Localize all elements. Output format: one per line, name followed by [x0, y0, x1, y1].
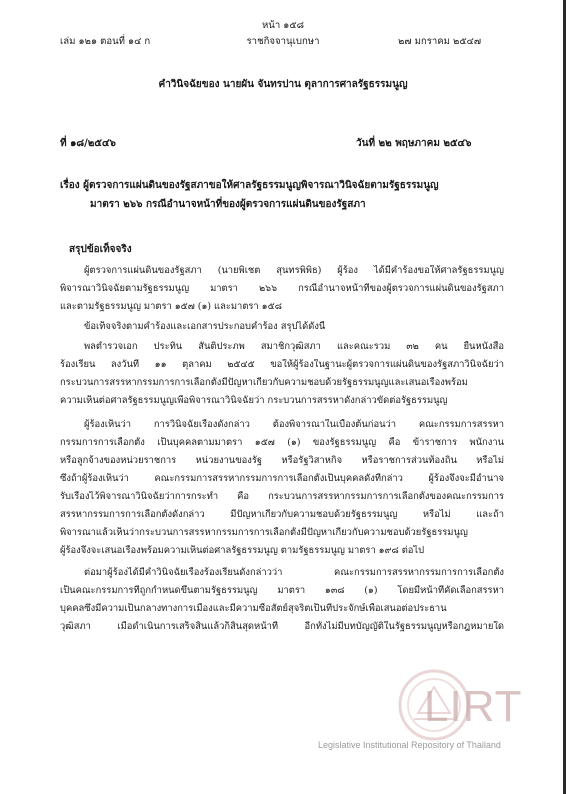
case-number: ที่ ๑๘/๒๕๔๖: [60, 138, 116, 149]
gazette-date: ๒๗ มกราคม ๒๕๔๗: [398, 36, 482, 47]
section-heading: สรุปข้อเท็จจริง: [69, 244, 132, 255]
body-line: หรือลูกจ้างของหน่วยราชการ หน่วยงานของรัฐ หรือรัฐวิสาหกิจ หรือราชการส่วนท้องถิ่น หรือไม่: [60, 455, 504, 466]
body-line: วุฒิสภา เมื่อดำเนินการเสร็จสิ้นแล้วก็สิ้นสุดหน้าที่ อีกทั้งไม่มีบทบัญญัติในรัฐธรรมนูญหรือกฎหมายใด: [60, 621, 504, 632]
body-line: และตามรัฐธรรมนูญ มาตรา ๑๕๗ (๑) และมาตรา ๑๕๘: [60, 301, 282, 312]
body-line: สรรหากรรมการการเลือกตั้งดังกล่าว มีปัญหาเกี่ยวกับความชอบด้วยรัฐธรรมนูญ หรือไม่ และถ้า: [60, 509, 504, 520]
body-line: ต่อมาผู้ร้องได้มีคำวินิจฉัยเรื่องร้องเรียนดังกล่าวว่า คณะกรรมการสรรหากรรมการการเลือกตั้ง: [84, 567, 504, 578]
body-line: ผู้ตรวจการแผ่นดินของรัฐสภา (นายพิเชต สุนทรพิพิธ) ผู้ร้อง ได้มีคำร้องขอให้ศาลรัฐธรรมนูญ: [84, 265, 504, 276]
repository-caption: Legislative Institutional Repository of Thailand: [318, 740, 501, 750]
subject-line-2: มาตรา ๒๖๖ กรณีอำนาจหน้าที่ของผู้ตรวจการแผ่นดินของรัฐสภา: [90, 199, 366, 210]
subject-line-1: เรื่อง ผู้ตรวจการแผ่นดินของรัฐสภาขอให้ศาลรัฐธรรมนูญพิจารณาวินิจฉัยตามรัฐธรรมนูญ: [60, 180, 439, 191]
body-line: กรรมการการเลือกตั้ง เป็นบุคคลตามมาตรา ๑๕๗ (๑) ของรัฐธรรมนูญ คือ ข้าราชการ พนักงาน: [60, 437, 504, 448]
body-line: ผู้ร้องจึงจะเสนอเรื่องพร้อมความเห็นต่อศาลรัฐธรรมนูญ ตามรัฐธรรมนูญ มาตรา ๑๙๘ ต่อไป: [60, 545, 425, 556]
body-line: รับเรื่องไว้พิจารณาวินิจฉัยว่าการกระทำ คือ กระบวนการสรรหากรรมการการเลือกตั้งของคณะกรรมการ: [60, 491, 504, 502]
body-line: พลตำรวจเอก ประทิน สันติประภพ สมาชิกวุฒิสภา และคณะรวม ๓๒ คน ยื่นหนังสือ: [84, 341, 504, 352]
volume-issue: เล่ม ๑๒๑ ตอนที่ ๑๔ ก: [60, 36, 151, 47]
body-line: ความเห็นต่อศาลรัฐธรรมนูญเพื่อพิจารณาวินิจฉัยว่า กระบวนการสรรหาดังกล่าวขัดต่อรัฐธรรมนูญ: [60, 395, 448, 406]
body-line: บุคคลซึ่งมีความเป็นกลางทางการเมืองและมีความซื่อสัตย์สุจริตเป็นที่ประจักษ์เพื่อเสนอต่อประธาน: [60, 603, 447, 614]
document-title: คำวินิจฉัยของ นายผัน จันทรปาน ตุลาการศาลรัฐธรรมนูญ: [158, 79, 408, 90]
gazette-name: ราชกิจจานุเบกษา: [246, 36, 320, 47]
case-date: วันที่ ๒๒ พฤษภาคม ๒๕๔๖: [356, 138, 472, 149]
body-line: ข้อเท็จจริงตามคำร้องและเอกสารประกอบคำร้อง สรุปได้ดังนี้: [84, 321, 326, 332]
body-line: ซึ่งถ้าผู้ร้องเห็นว่า คณะกรรมการสรรหากรรมการการเลือกตั้งเป็นบุคคลดังที่กล่าว ผู้ร้องจึงจะมีอำนาจ: [60, 473, 504, 484]
body-line: พิจารณาแล้วเห็นว่ากระบวนการสรรหากรรมการการเลือกตั้งมีปัญหาเกี่ยวกับความชอบด้วยรัฐธรรมนูญ: [60, 527, 468, 538]
body-line: ผู้ร้องเห็นว่า การวินิจฉัยเรื่องดังกล่าว ต้องพิจารณาในเบื้องต้นก่อนว่า คณะกรรมการสรรหา: [84, 419, 504, 430]
page-number: หน้า ๑๕๘: [261, 20, 305, 31]
body-line: กระบวนการสรรหากรรมการการเลือกตั้งมีปัญหาเกี่ยวกับความชอบด้วยรัฐธรรมนูญและเสนอเรื่องพร้อม: [60, 377, 468, 388]
body-line: ร้องเรียน ลงวันที่ ๑๑ ตุลาคม ๒๕๔๕ ขอให้ผู้ร้องในฐานะผู้ตรวจการแผ่นดินของรัฐสภาวินิจฉัยว่า: [60, 359, 504, 370]
lirt-logo: LIRT: [424, 682, 523, 731]
body-line: เป็นคณะกรรมการที่ถูกกำหนดขึ้นตามรัฐธรรมนูญ มาตรา ๑๓๘ (๑) โดยมีหน้าที่คัดเลือกสรรหา: [60, 585, 504, 596]
body-line: พิจารณาวินิจฉัยตามรัฐธรรมนูญ มาตรา ๒๖๖ กรณีอำนาจหน้าที่ของผู้ตรวจการแผ่นดินของรัฐสภา: [60, 283, 504, 294]
